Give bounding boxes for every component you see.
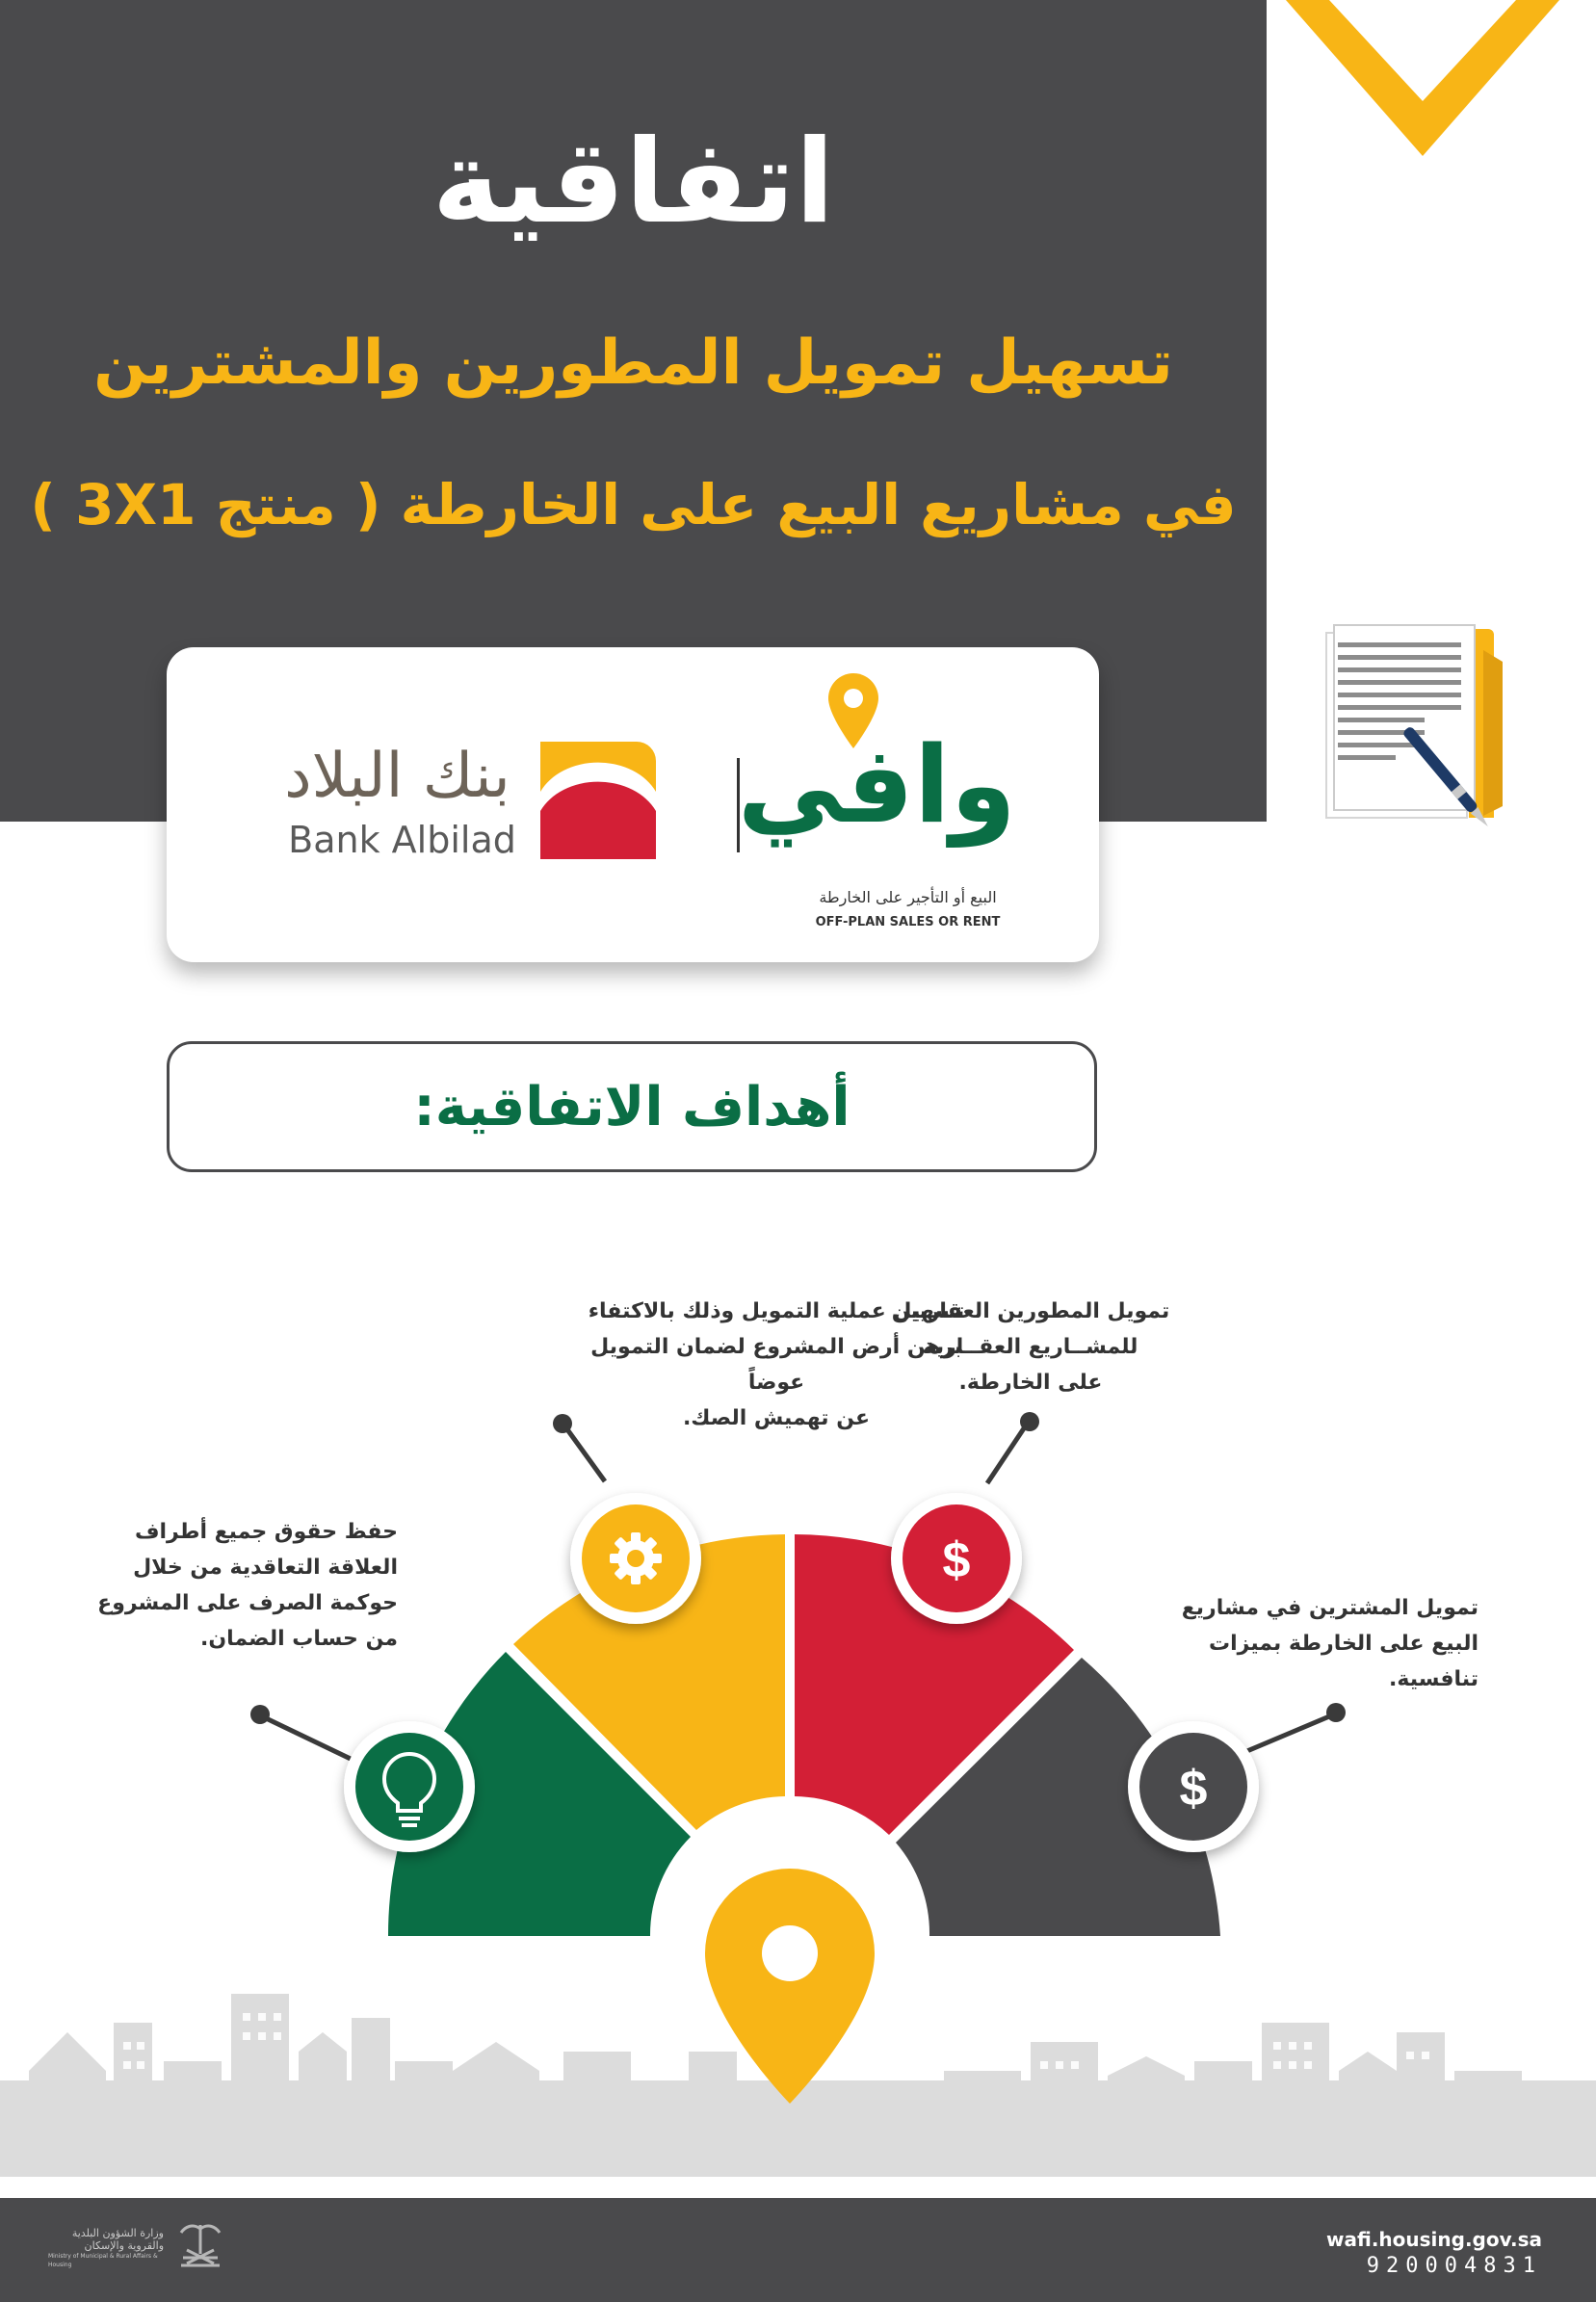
footer-phone[interactable]: 920004831: [1366, 2254, 1542, 2278]
bank-albilad-english-name: Bank Albilad: [288, 819, 516, 861]
chevron-down-icon: [1286, 0, 1596, 164]
footer-url[interactable]: wafi.housing.gov.sa: [1326, 2228, 1542, 2251]
gear-icon: [610, 1532, 662, 1584]
page-subtitle: تسهيل تمويل المطورين والمشترين: [93, 327, 1173, 399]
page-subtitle-2: في مشاريع البيع على الخارطة ( منتج 3X1 ): [30, 472, 1237, 537]
ministry-name-line: والقروية والإسكان: [84, 2239, 164, 2252]
bank-albilad-arabic-name: بنك البلاد: [284, 741, 510, 812]
goal-2-line: للمشــاريع العقــارية: [923, 1335, 1138, 1359]
ministry-name-english: Ministry of Municipal & Rural Affairs & Housing: [48, 2253, 158, 2268]
ministry-name: [48, 2227, 164, 2269]
goal-4-line: تنافسية.: [1389, 1667, 1478, 1691]
goals-title-box: [167, 1041, 1097, 1172]
goals-title: أهداف الاتفاقية:: [413, 1075, 850, 1138]
goal-3-line: حوكمة الصرف على المشروع: [97, 1591, 398, 1615]
dollar-icon: $: [1179, 1761, 1208, 1817]
goal-3-line: حفظ حقوق جميع أطراف: [134, 1520, 398, 1544]
wafi-tagline-arabic: البيع أو التأجير على الخارطة: [819, 888, 997, 906]
bank-albilad-logo: [540, 742, 656, 859]
document-pen-icon: [1324, 621, 1527, 843]
wafi-logo-text: وافي: [737, 723, 1016, 847]
ministry-name-line: وزارة الشؤون البلدية: [71, 2227, 164, 2239]
goal-2-line: تمويل المطورين العقاريين: [891, 1299, 1170, 1323]
dollar-icon: $: [942, 1532, 971, 1588]
goal-1-line: تسهيل عملية التمويل وذلك بالاكتفاء: [588, 1299, 965, 1323]
wafi-tagline-english: OFF-PLAN SALES OR RENT: [815, 915, 1001, 929]
goal-2-line: على الخارطة.: [958, 1371, 1103, 1395]
goal-4-line: البيع على الخارطة بميزات: [1208, 1632, 1478, 1656]
goal-4-line: تمويل المشترين في مشاريع: [1181, 1596, 1478, 1620]
goal-3-line: من حساب الضمان.: [200, 1627, 398, 1651]
page-title: اتفاقية: [432, 116, 835, 249]
goal-1-line: عن تهميش الصك.: [682, 1406, 871, 1430]
goal-3-line: العلاقة التعاقدية من خلال: [133, 1556, 398, 1580]
goal-1-line: برهن أرض المشروع لضمان التمويل عوضاً: [590, 1335, 962, 1395]
goals-gauge-diagram: [0, 1329, 1596, 2177]
ministry-logo-icon: [173, 2217, 227, 2275]
